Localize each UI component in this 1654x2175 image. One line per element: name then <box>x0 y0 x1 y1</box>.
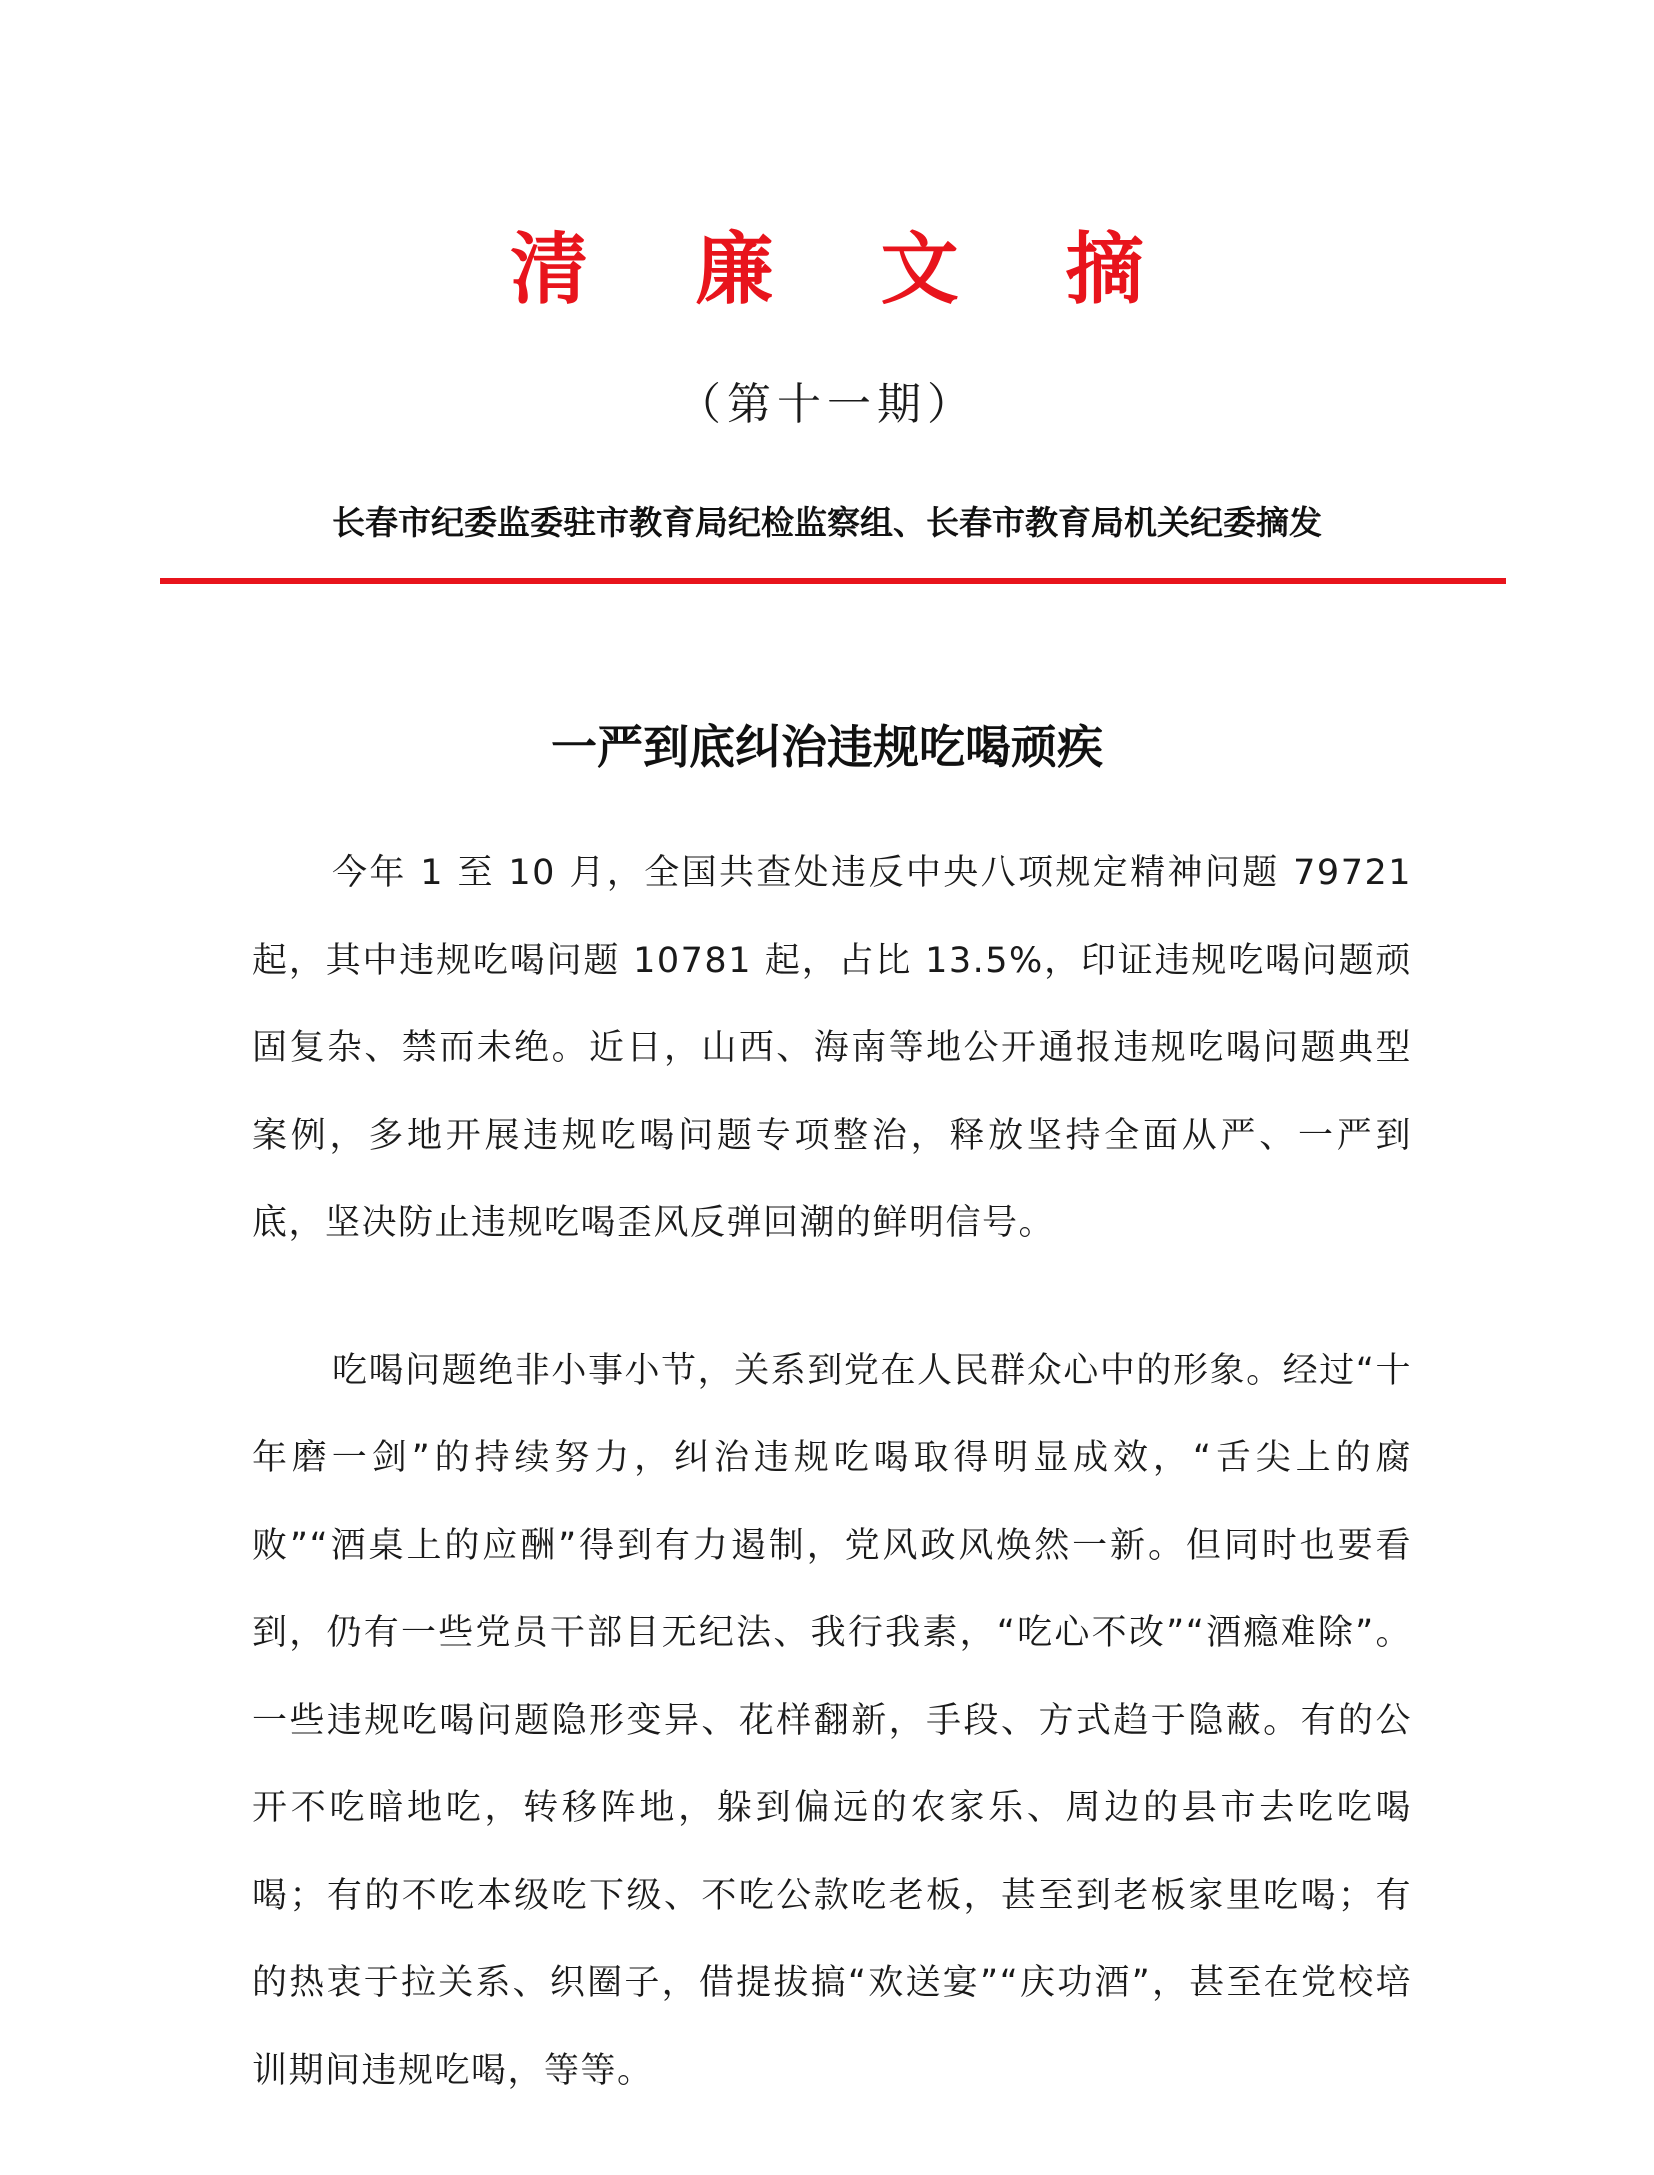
article-body <box>252 830 1412 2175</box>
publisher-line: 长春市纪委监委驻市教育局纪检监察组、长春市教育局机关纪委摘发 <box>332 503 1322 542</box>
paragraph: 吃喝问题绝非小事小节，关系到党在人民群众心中的形象。经过“十年磨一剑”的持续努力，纠治违规吃喝取得明显成效，“舌尖上的腐败”“酒桌上的应酬”得到有力遏制，党风政风焕然一新。但同时也要看到，仍有一些党员干部目无纪法、我行我素，“吃心不改”“酒瘾难除”。一些违规吃喝问题隐形变异、花样翻新，手段、方式趋于隐蔽。有的公开不吃暗地吃，转移阵地，躲到偏远的农家乐、周边的县市去吃吃喝喝；有的不吃本级吃下级、不吃公款吃老板，甚至到老板家里吃喝；有的热衷于拉关系、织圈子，借提拔搞“欢送宴”“庆功酒”，甚至在党校培训期间违规吃喝，等等。 <box>252 1350 1412 2091</box>
masthead-title: 清 廉 文 摘 <box>510 225 1184 315</box>
issue-number: （第十一期） <box>677 379 977 430</box>
paragraph: 今年 1 至 10 月，全国共查处违反中央八项规定精神问题 79721 起，其中违规吃喝问题 10781 起，占比 13.5%，印证违规吃喝问题顽固复杂、禁而未绝。近日，山西、海南等地公开通报违规吃喝问题典型案例，多地开展违规吃喝问题专项整治，释放坚持全面从严、一严到底，坚决防止违规吃喝歪风反弹回潮的鲜明信号。 <box>252 853 1412 1243</box>
article-title: 一严到底纠治违规吃喝顽疾 <box>551 720 1103 774</box>
red-divider <box>160 578 1506 584</box>
